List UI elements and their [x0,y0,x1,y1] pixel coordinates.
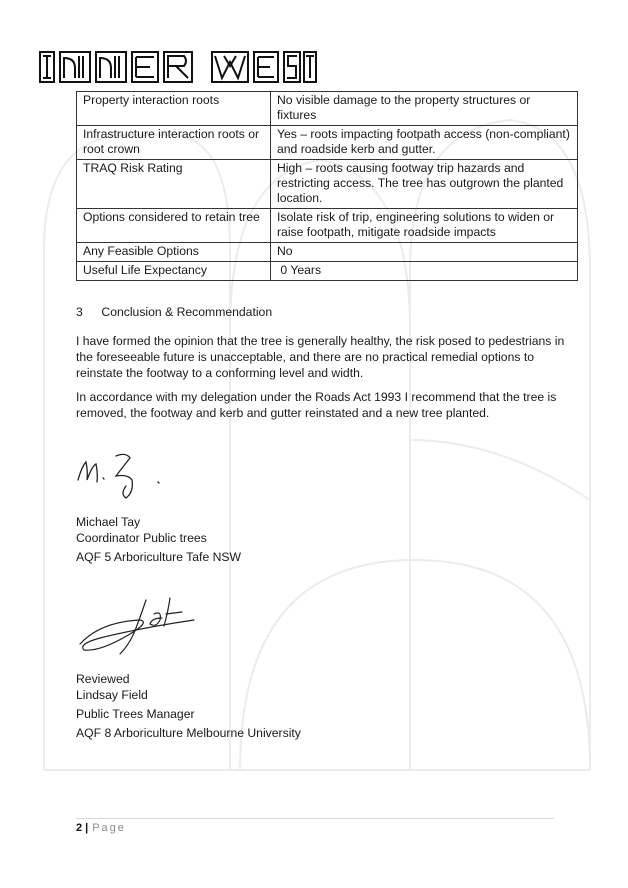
page-number: 2 [76,822,83,834]
reviewer-role: Public Trees Manager [76,707,195,721]
table-row [77,243,578,262]
reviewer-name: Lindsay Field [76,688,148,702]
signatory-name: Michael Tay [76,515,141,529]
table-cell-label: TRAQ Risk Rating [77,160,271,209]
table-cell-value: 0 Years [271,262,578,281]
table-cell-value: High – roots causing footway trip hazards and restricting access. The tree has outgrown the planted location. [271,160,578,209]
table-cell-label: Useful Life Expectancy [77,262,271,281]
table-cell-value: No [271,243,578,262]
section-heading [76,305,272,319]
table-row [77,262,578,281]
section-number: 3 [76,305,83,319]
table-row [77,92,578,126]
tree-assessment-table [76,91,578,281]
table-cell-label: Property interaction roots [77,92,271,126]
footer-separator: | [85,822,89,834]
table-row [77,160,578,209]
footer-divider [76,818,554,819]
table-cell-value: No visible damage to the property structures or fixtures [271,92,578,126]
conclusion-paragraph: I have formed the opinion that the tree is generally healthy, the risk posed to pedestrians in the foreseeable future is unacceptable, and there are no practical remedial options to reinstate the footway to a conforming level and width. [76,334,565,380]
signature-lindsay-field [70,592,210,664]
inner-west-logo [38,46,318,88]
review-status: Reviewed [76,672,130,686]
table-cell-label: Options considered to retain tree [77,209,271,243]
table-cell-label: Infrastructure interaction roots or root crown [77,126,271,160]
signature-michael-tay [70,436,180,506]
table-cell-label: Any Feasible Options [77,243,271,262]
section-title: Conclusion & Recommendation [101,305,273,319]
signatory-qualification: AQF 5 Arboriculture Tafe NSW [76,550,242,564]
page-footer [76,822,126,834]
signatory-role: Coordinator Public trees [76,531,207,545]
table-cell-value: Isolate risk of trip, engineering solutions to widen or raise footpath, mitigate roadside impacts [271,209,578,243]
table-row [77,126,578,160]
recommendation-paragraph: In accordance with my delegation under the Roads Act 1993 I recommend that the tree is removed, the footway and kerb and gutter reinstated and a new tree planted. [76,390,557,420]
page-label: Page [92,822,126,834]
reviewer-qualification: AQF 8 Arboriculture Melbourne University [76,726,301,740]
table-cell-value: Yes – roots impacting footpath access (non-compliant) and roadside kerb and gutter. [271,126,578,160]
table-row [77,209,578,243]
